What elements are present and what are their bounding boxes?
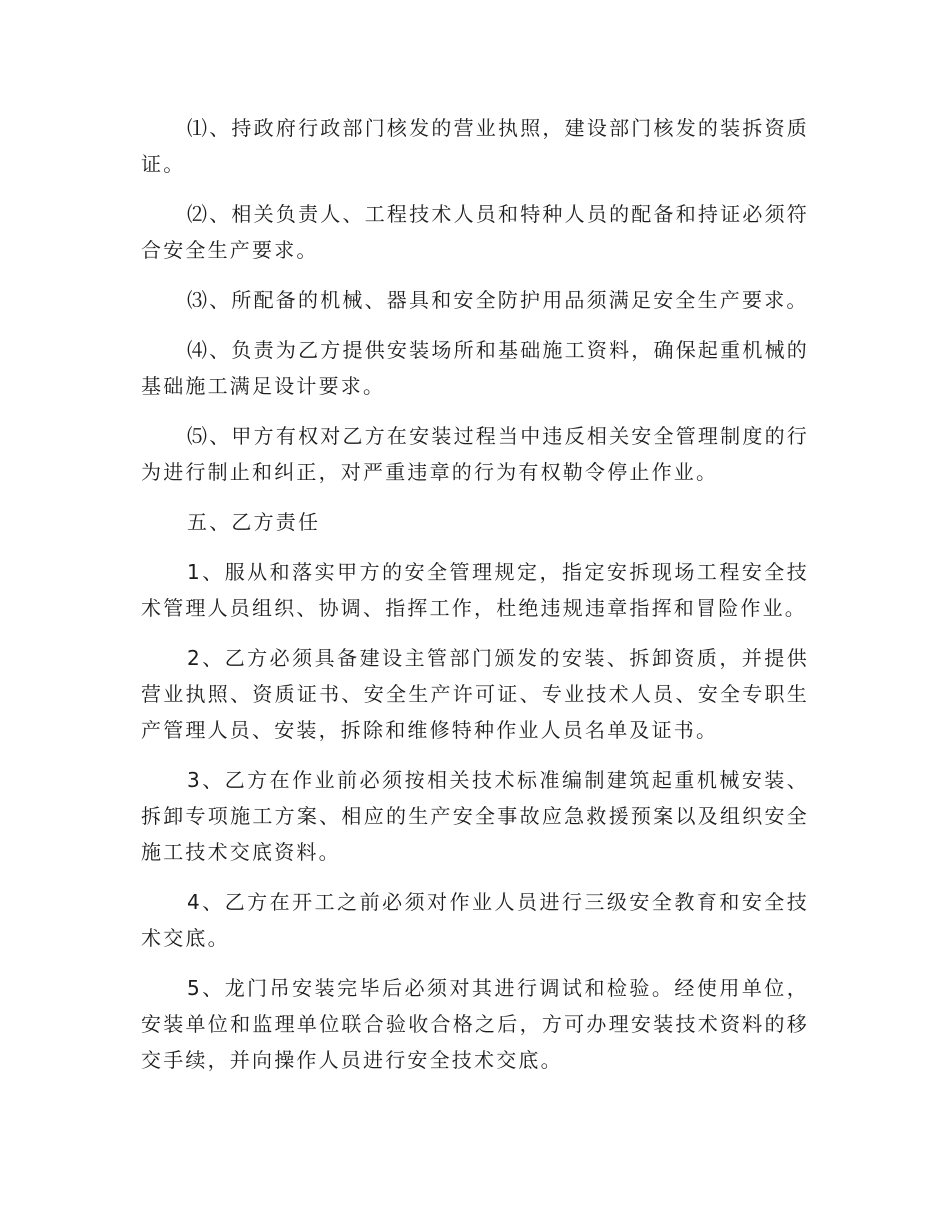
item-5: 5、龙门吊安装完毕后必须对其进行调试和检验。经使用单位，安装单位和监理单位联合验收合格之后，方可办理安装技术资料的移交手续，并向操作人员进行安全技术交底。: [141, 976, 809, 1072]
clause-3: ⑶、所配备的机械、器具和安全防护用品须满足安全生产要求。: [187, 288, 809, 312]
item-2: 2、乙方必须具备建设主管部门颁发的安装、拆卸资质，并提供营业执照、资质证书、安全生产许可证、专业技术人员、安全专职生产管理人员、安装，拆除和维修特种作业人员名单及证书。: [141, 646, 809, 742]
clause-5: ⑸、甲方有权对乙方在安装过程当中违反相关安全管理制度的行为进行制止和纠正，对严重违章的行为有权勒令停止作业。: [141, 424, 809, 484]
clause-2: ⑵、相关负责人、工程技术人员和特种人员的配备和持证必须符合安全生产要求。: [141, 202, 809, 262]
item-1: 1、服从和落实甲方的安全管理规定，指定安拆现场工程安全技术管理人员组织、协调、指挥工作，杜绝违规违章指挥和冒险作业。: [141, 560, 809, 620]
item-3: 3、乙方在作业前必须按相关技术标准编制建筑起重机械安装、拆卸专项施工方案、相应的生产安全事故应急救援预案以及组织安全施工技术交底资料。: [141, 768, 809, 864]
clause-1: ⑴、持政府行政部门核发的营业执照，建设部门核发的装拆资质证。: [141, 116, 809, 176]
clause-4: ⑷、负责为乙方提供安装场所和基础施工资料，确保起重机械的基础施工满足设计要求。: [141, 338, 809, 398]
item-4: 4、乙方在开工之前必须对作业人员进行三级安全教育和安全技术交底。: [141, 890, 809, 950]
section-heading: 五、乙方责任: [187, 510, 321, 534]
document-body: [141, 110, 809, 1092]
